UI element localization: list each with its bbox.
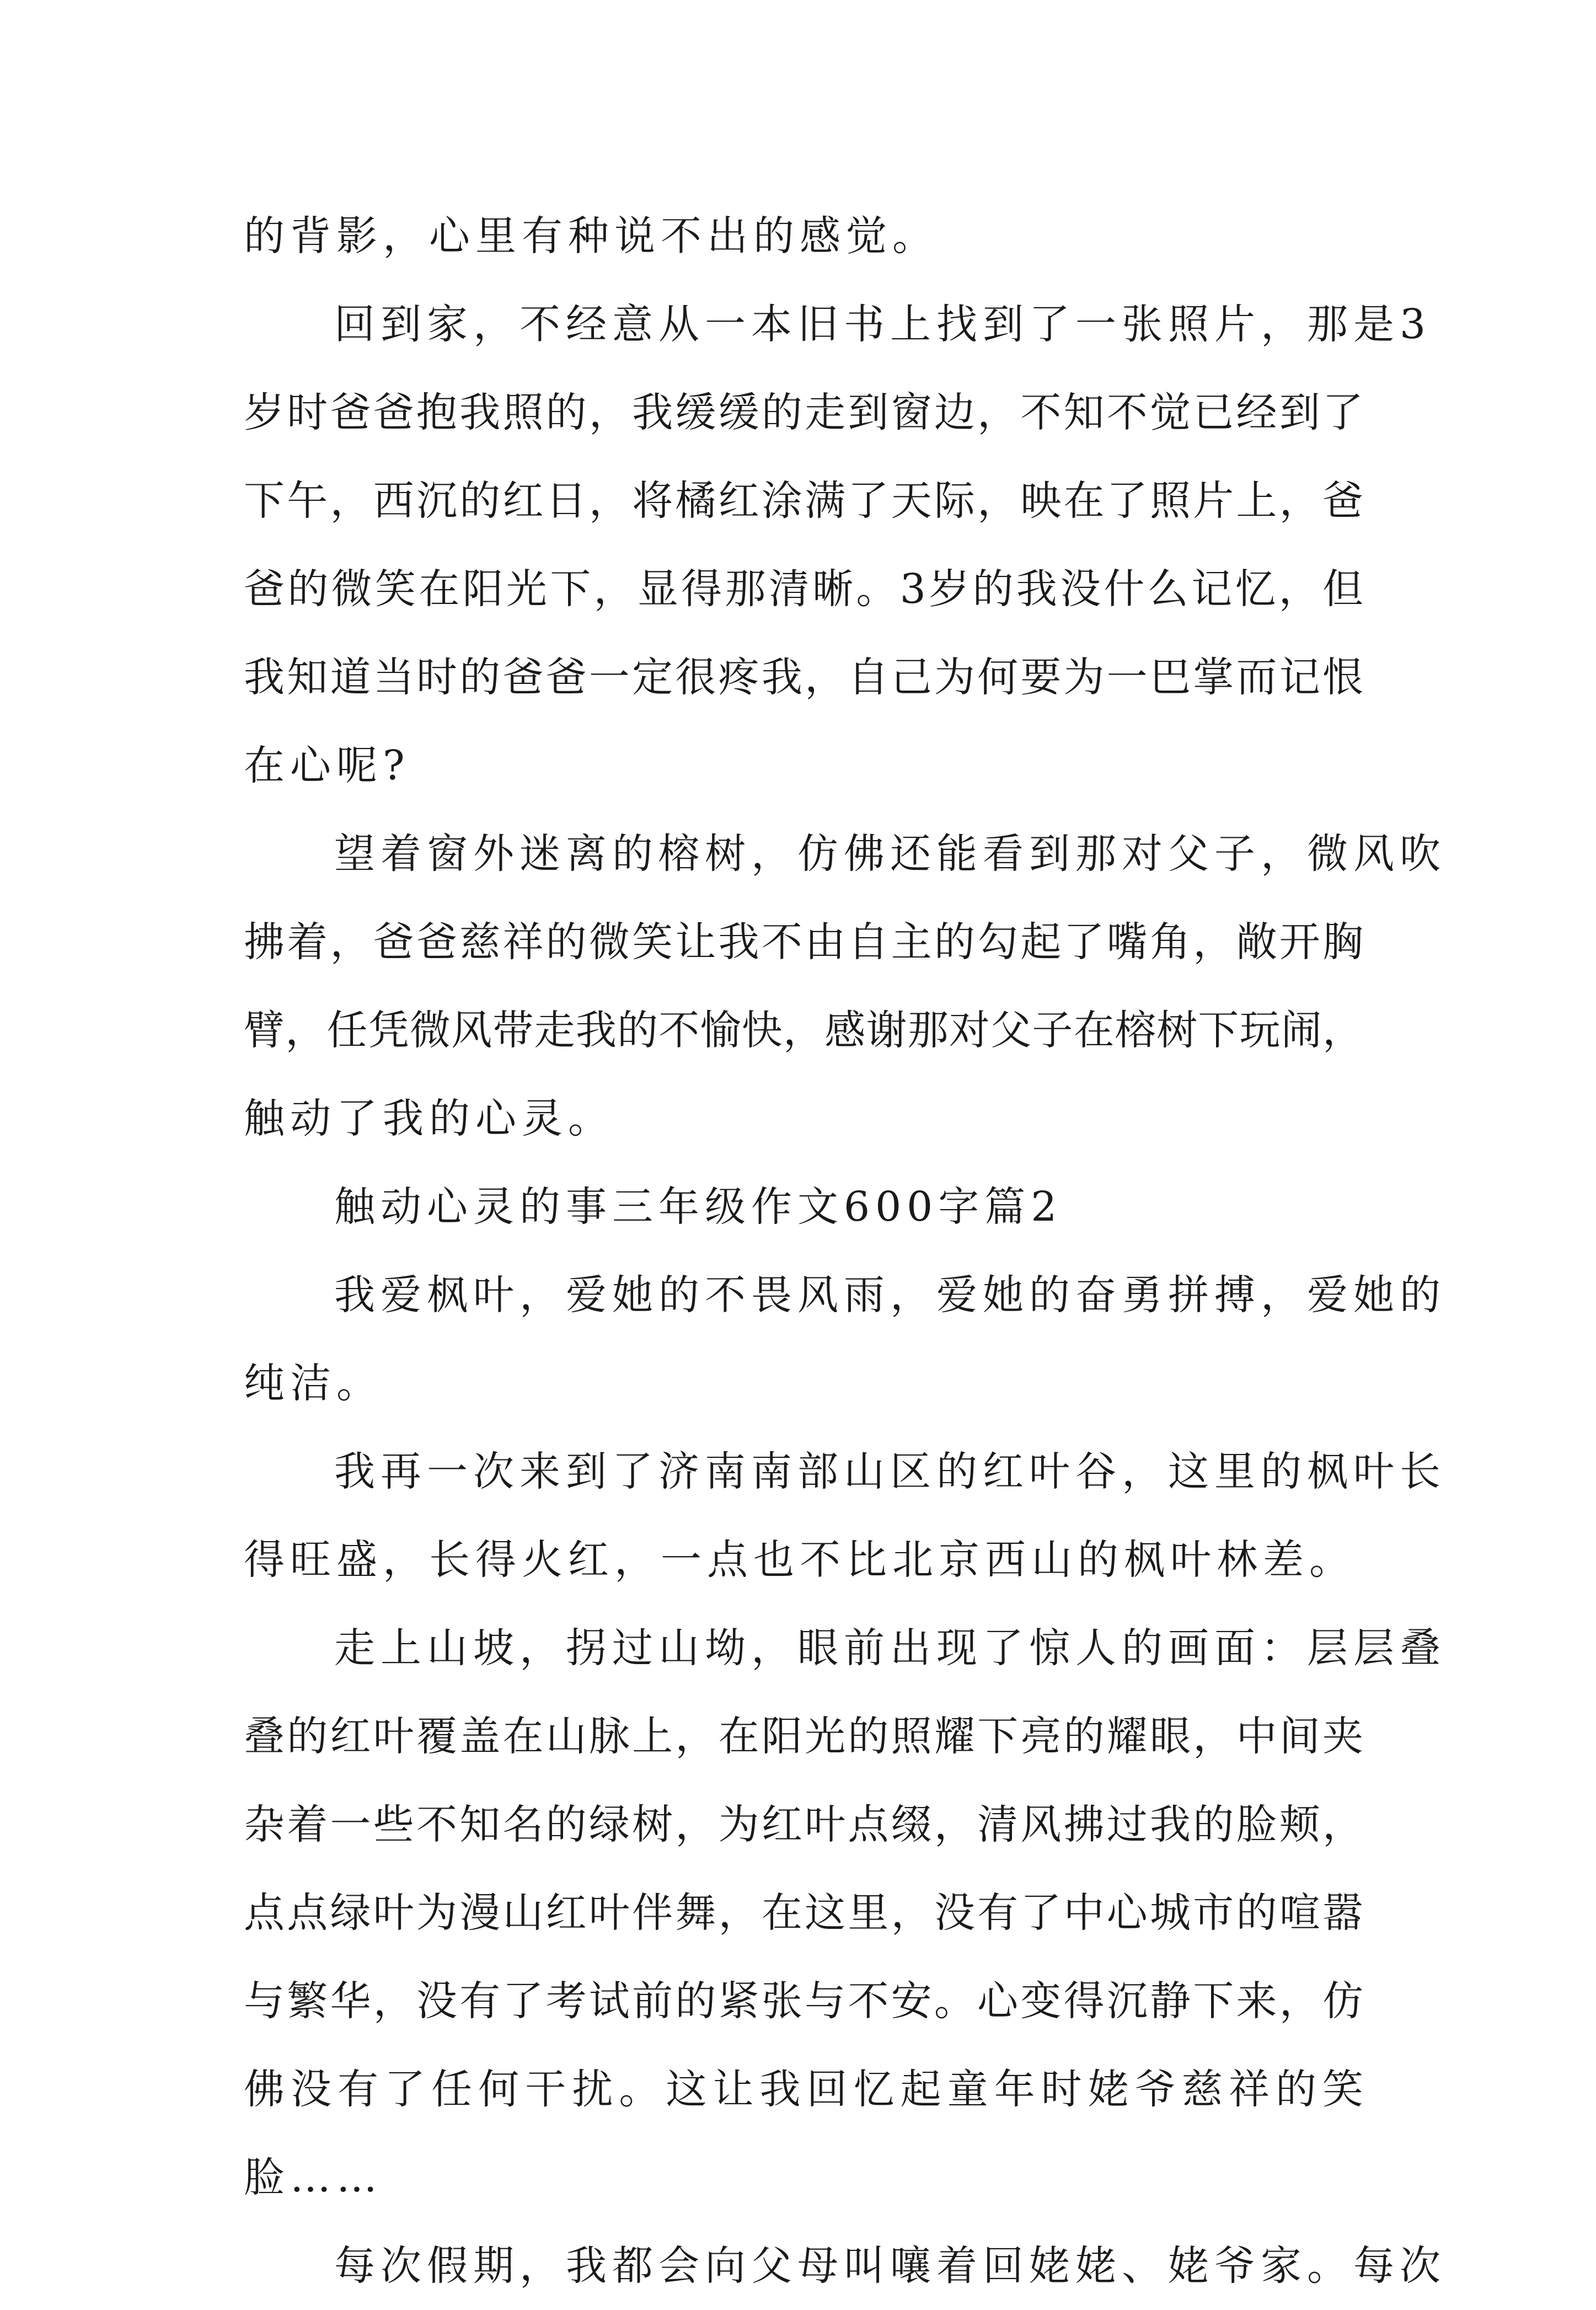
paragraph-start-line: 望着窗外迷离的榕树，仿佛还能看到那对父子，微风吹 bbox=[334, 830, 1446, 878]
text-line: 在心呢? bbox=[244, 742, 410, 789]
text-line: 我知道当时的爸爸一定很疼我，自己为何要为一巴掌而记恨 bbox=[244, 654, 1363, 701]
text-line: 臂，任凭微风带走我的不愉快，感谢那对父子在榕树下玩闹， bbox=[244, 1007, 1363, 1054]
text-line: 触动了我的心灵。 bbox=[244, 1095, 614, 1142]
text-line: 脸…… bbox=[244, 2154, 383, 2201]
text-line: 的背影，心里有种说不出的感觉。 bbox=[244, 212, 939, 260]
text-line: 岁时爸爸抱我照的，我缓缓的走到窗边，不知不觉已经到了 bbox=[244, 389, 1363, 436]
paragraph-start-line: 每次假期，我都会向父母叫嚷着回姥姥、姥爷家。每次 bbox=[334, 2242, 1446, 2290]
text-line: 拂着，爸爸慈祥的微笑让我不由自主的勾起了嘴角，敞开胸 bbox=[244, 918, 1363, 966]
text-line: 得旺盛，长得火红，一点也不比北京西山的枫叶林差。 bbox=[244, 1536, 1356, 1584]
text-line: 佛没有了任何干扰。这让我回忆起童年时姥爷慈祥的笑 bbox=[244, 2066, 1363, 2113]
text-line: 下午，西沉的红日，将橘红涂满了天际，映在了照片上，爸 bbox=[244, 477, 1363, 525]
text-line: 点点绿叶为漫山红叶伴舞，在这里，没有了中心城市的喧嚣 bbox=[244, 1889, 1363, 1937]
text-line: 叠的红叶覆盖在山脉上，在阳光的照耀下亮的耀眼，中间夹 bbox=[244, 1713, 1363, 1760]
text-line: 杂着一些不知名的绿树，为红叶点缀，清风拂过我的脸颊， bbox=[244, 1801, 1363, 1848]
text-line: 纯洁。 bbox=[244, 1360, 383, 1407]
paragraph-start-line: 我再一次来到了济南南部山区的红叶谷，这里的枫叶长 bbox=[334, 1448, 1446, 1495]
text-line: 爸的微笑在阳光下，显得那清晰。3岁的我没什么记忆，但 bbox=[244, 565, 1363, 613]
section-heading: 触动心灵的事三年级作文600字篇2 bbox=[334, 1183, 1063, 1231]
paragraph-start-line: 回到家，不经意从一本旧书上找到了一张照片，那是3 bbox=[334, 301, 1432, 348]
paragraph-start-line: 我爱枫叶，爱她的不畏风雨，爱她的奋勇拼搏，爱她的 bbox=[334, 1271, 1446, 1319]
paragraph-start-line: 走上山坡，拐过山坳，眼前出现了惊人的画面：层层叠 bbox=[334, 1624, 1446, 1672]
text-line: 与繁华，没有了考试前的紧张与不安。心变得沉静下来，仿 bbox=[244, 1977, 1363, 2025]
document-page bbox=[244, 192, 1446, 2310]
